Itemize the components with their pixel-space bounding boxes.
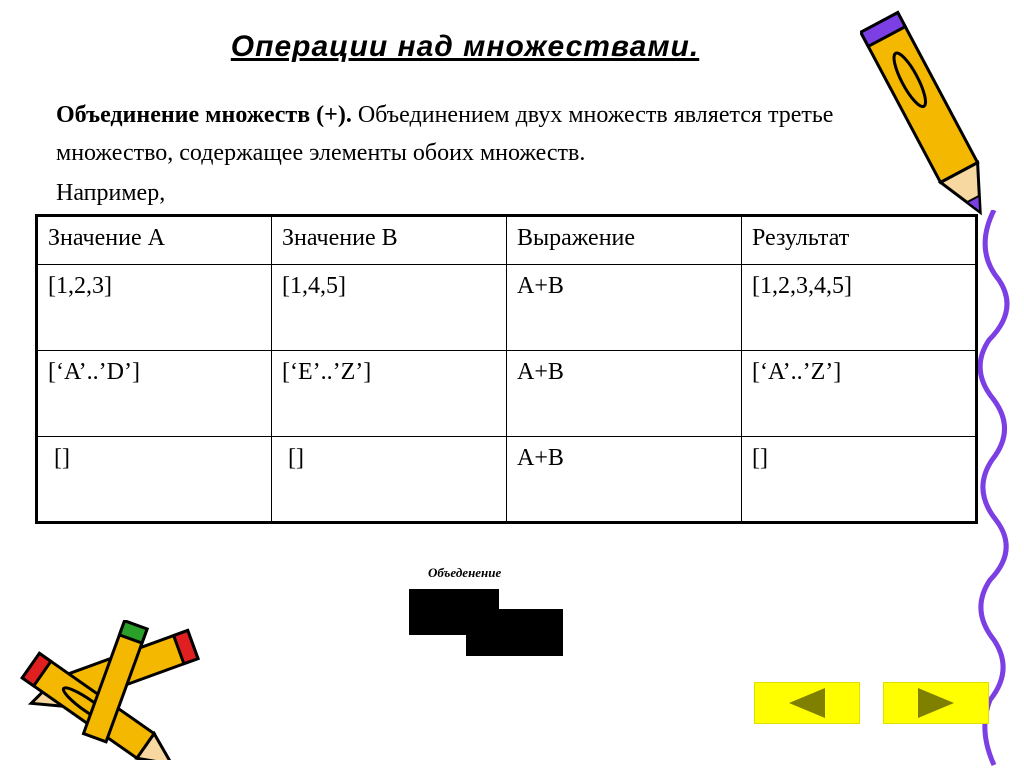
previous-slide-button[interactable] [754,682,860,724]
header-cell: Значение А [37,216,272,265]
table-cell: [1,2,3] [37,265,272,351]
crossed-pencils-icon [0,620,210,760]
arrow-right-icon [884,683,988,723]
header-cell: Выражение [507,216,742,265]
table-cell: [‘A’..’D’] [37,351,272,437]
example-label: Например, [56,180,166,206]
table-cell: [‘A’..’Z’] [742,351,977,437]
next-slide-button[interactable] [883,682,989,724]
table-row [37,265,977,351]
definition-paragraph [56,96,916,172]
page-title: Операции над множествами. [230,30,700,63]
union-caption: Объеденение [428,565,502,580]
sets-table [35,214,978,524]
table-row [37,437,977,523]
table-row [37,351,977,437]
definition-term: Объединение множеств (+). [56,102,352,128]
header-cell: Значение В [272,216,507,265]
table-cell: A+B [507,265,742,351]
table-cell: [] [742,437,977,523]
table-cell: A+B [507,437,742,523]
header-cell: Результат [742,216,977,265]
definition-text: Объединением двух множеств является третье множество, содержащее элементы обоих множеств. [56,102,834,166]
arrow-left-icon [755,683,859,723]
table-cell: [‘E’..’Z’] [272,351,507,437]
table-cell: A+B [507,351,742,437]
table-cell: [] [37,437,272,523]
set-b-box [466,609,563,656]
table-header-row [37,216,977,265]
table-cell: [1,4,5] [272,265,507,351]
table-cell: [1,2,3,4,5] [742,265,977,351]
table-cell: [] [272,437,507,523]
